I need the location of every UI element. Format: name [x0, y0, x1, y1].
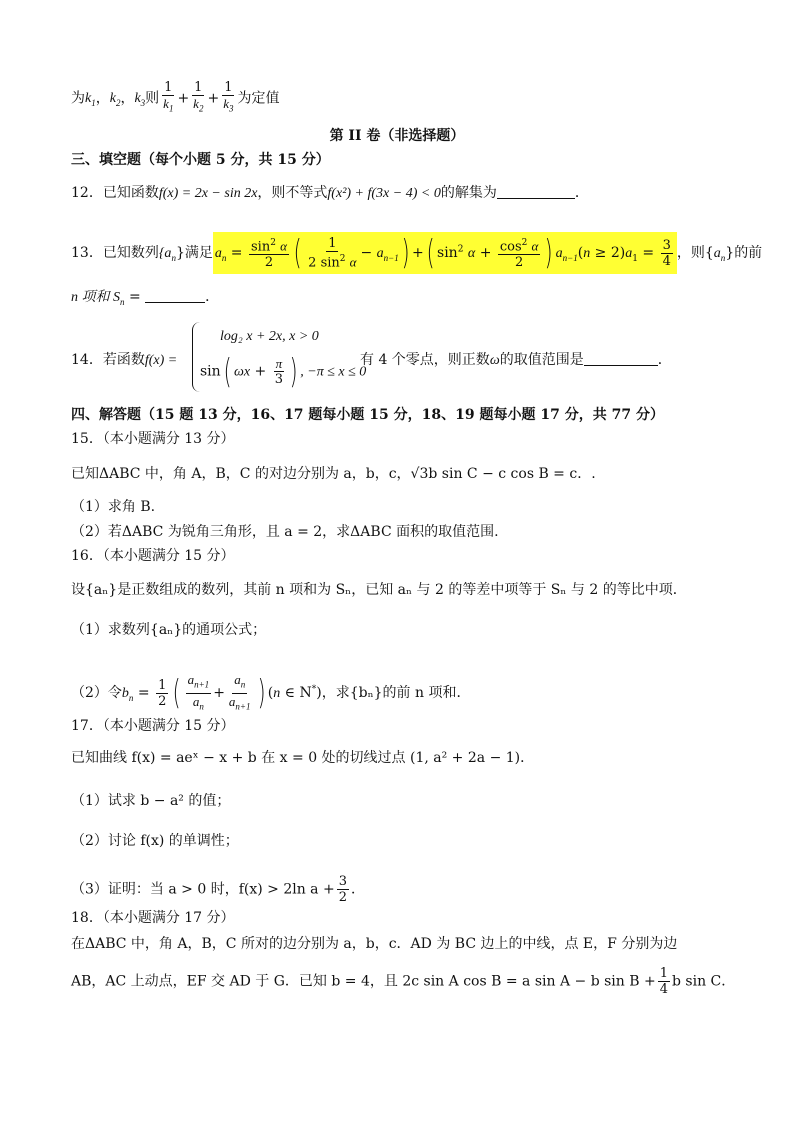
text: 为定值 [237, 90, 280, 107]
text: 为 [71, 90, 85, 107]
answer-blank[interactable] [497, 184, 575, 199]
question-18-stem-1: 在ΔABC 中，角 A，B，C 所对的边分别为 a，b，c．AD 为 BC 边上的中线，点 E，F 分别为边 [71, 936, 678, 952]
answer-blank[interactable] [145, 288, 205, 303]
part-title: 第 II 卷（非选择题） [329, 128, 465, 144]
highlighted-formula: $a_n$ = $\frac{\sin^2 \alpha}{2}$ ( $\frac{1}{2 \sin^2 \alpha}$ − $a_{n-1}$) +( $\sin^2 \alpha$ + $\frac{\cos^2 \alpha}{2}$ ) $a_{n-1}(n \ge 2)a_1$ = $\frac{3}{4}$ [213, 232, 677, 274]
question-13-line-2: n 项和 $S_n$ = ． [71, 289, 220, 307]
section-4-heading: 四、解答题（15 题 13 分，16、17 题每小题 15 分，18、19 题每小题 17 分，共 77 分） [71, 407, 664, 423]
fraction: $\frac{1}{k_2}$ [193, 80, 204, 114]
section-3-heading: 三、填空题（每个小题 5 分，共 15 分） [71, 152, 330, 168]
k1: $k_1$ [85, 91, 96, 109]
answer-blank[interactable] [584, 351, 658, 366]
k3: $k_3$ [134, 91, 146, 109]
question-17-part-1: （1）试求 b − a² 的值； [71, 793, 231, 809]
question-15-part-2: （2）若ΔABC 为锐角三角形，且 a = 2，求ΔABC 面积的取值范围. [71, 524, 499, 540]
text: 则 [145, 90, 160, 107]
question-15-part-1: （1）求角 B. [71, 499, 156, 515]
fraction: $\frac{1}{k_3}$ [223, 80, 234, 114]
question-18-header: 18．（本小题满分 17 分） [71, 910, 235, 926]
question-17-part-2: （2）讨论 f(x) 的单调性； [71, 833, 239, 849]
question-12: 12．已知函数f(x) = 2x − sin 2x，则不等式f(x²) + f(3x − 4) < 0的解集为 ． [71, 185, 589, 201]
question-18-stem-2: AB，AC 上动点，EF 交 AD 于 G．已知 b = 4，且 2c sin A cos B = a sin A − b sin B + $\frac{1}{4}$ b sin C． [71, 966, 736, 997]
k2: $k_2$ [109, 91, 121, 109]
question-16-part-1: （1）求数列{aₙ}的通项公式； [71, 622, 267, 638]
fraction: $\frac{1}{k_1}$ [163, 80, 174, 114]
question-16-header: 16．（本小题满分 15 分） [71, 548, 235, 564]
question-16-part-2: （2）令$b_n$ = $\frac{1}{2}$ ( $\frac{a_{n+1}}{a_n}$ + $\frac{a_n}{a_{n+1}}$ ) (n ∈ N*)，求{bₙ}的前 n 项和． [71, 672, 471, 714]
top-line: 为$k_1$，$k_2$，$k_3$则 $\frac{1}{k_1}$ + $\frac{1}{k_2}$ + $\frac{1}{k_3}$ 为定值 [71, 80, 279, 117]
question-17-part-3: （3）证明：当 a > 0 时，f(x) > 2ln a + $\frac{3}{2}$ ． [71, 874, 365, 905]
question-15-stem: 已知ΔABC 中，角 A，B，C 的对边分别为 a，b，c，√3b sin C − c cos B = c．. [71, 466, 596, 482]
question-13: 13．已知数列$\{a_n\}$满足 $a_n$ = $\frac{\sin^2 \alpha}{2}$ ( $\frac{1}{2 \sin^2 \alpha}$ − $a_{n-1}$) +( $\sin^2 \alpha$ + $\frac{\cos^2 \alpha}{2}$ ) $a_{n-1}(n \ge 2)a_1$ = $\frac{3}{4}$ ，则$\{a_n\}$的前 [71, 233, 763, 274]
question-14-tail: 有 4 个零点，则正数ω的取值范围是 ． [360, 352, 672, 368]
piecewise-case-2: sin( ωx + $\frac{\pi}{3}$ ) , −π ≤ x ≤ 0 [200, 351, 367, 392]
question-17-header: 17．（本小题满分 15 分） [71, 718, 235, 734]
question-17-stem: 已知曲线 f(x) = aeˣ − x + b 在 x = 0 处的切线过点 (1, a² + 2a − 1)． [71, 750, 535, 766]
question-15-header: 15．（本小题满分 13 分） [71, 431, 235, 447]
piecewise-case-1: log₂ x + 2x, x > 0 [220, 329, 319, 344]
question-14: 14．若函数f(x) = [71, 352, 178, 368]
question-16-stem: 设{aₙ}是正数组成的数列，其前 n 项和为 Sₙ，已知 aₙ 与 2 的等差中项等于 Sₙ 与 2 的等比中项． [71, 582, 687, 598]
